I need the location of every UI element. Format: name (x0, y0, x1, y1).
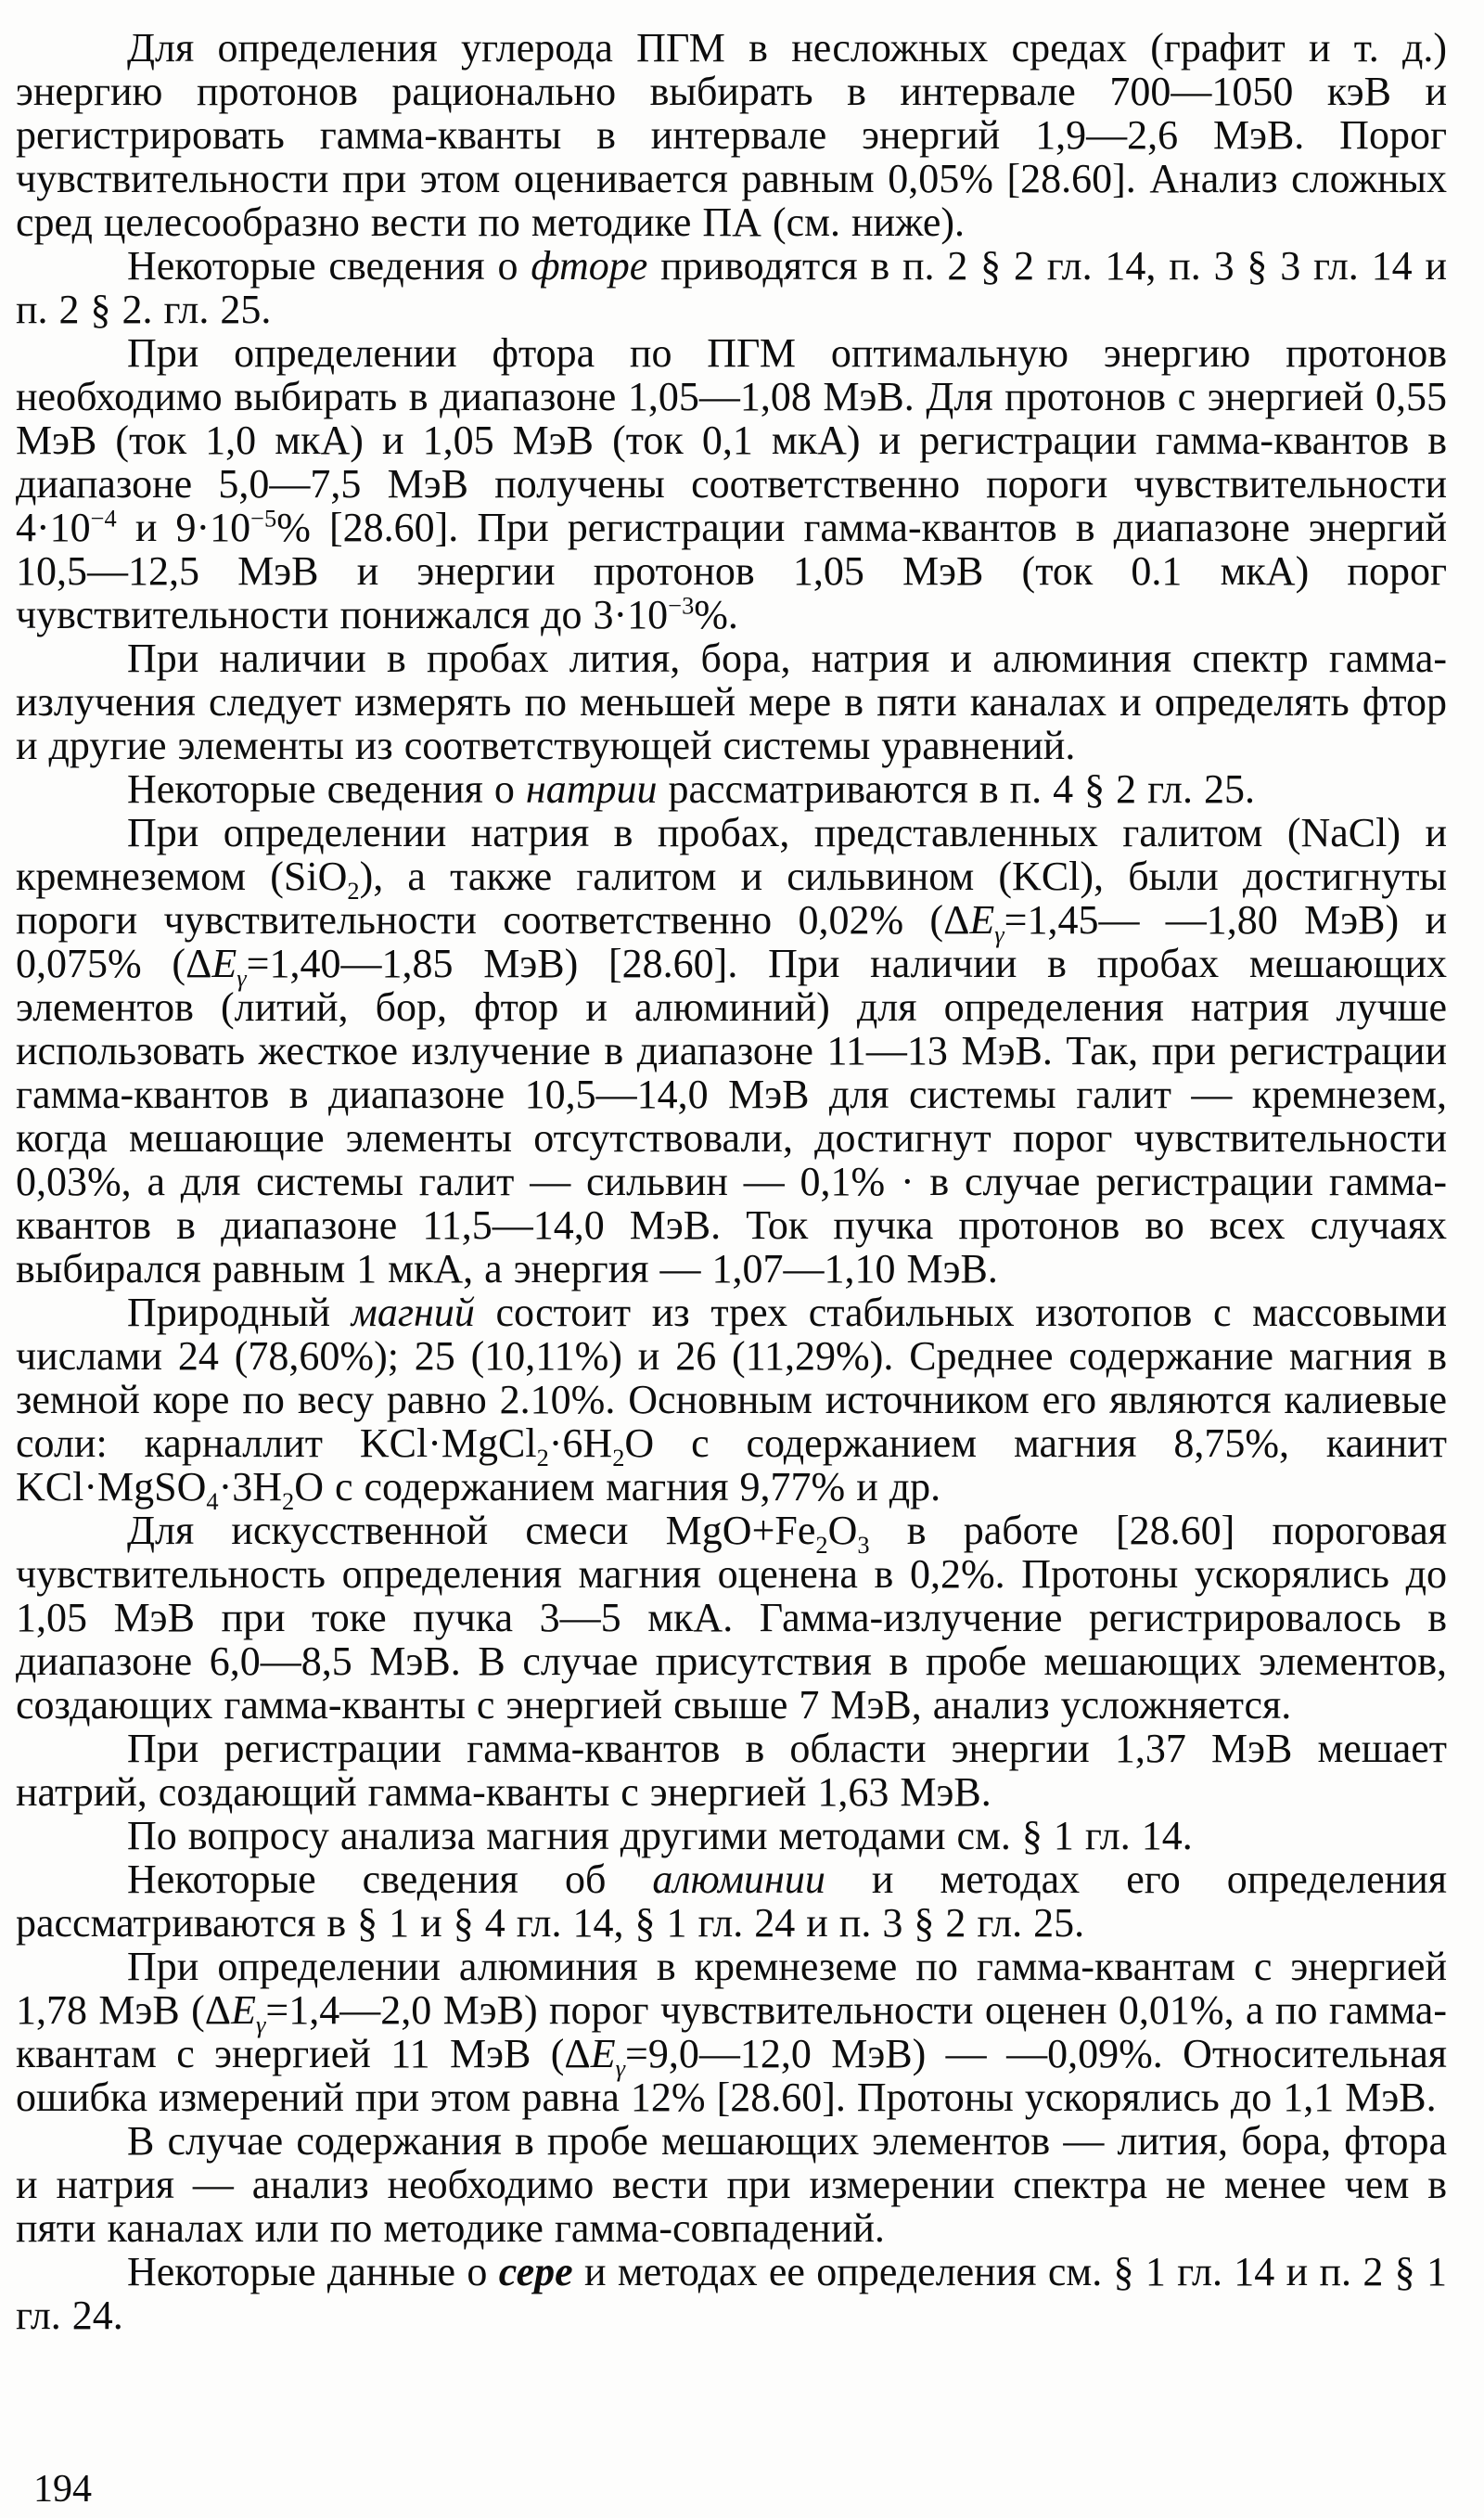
text-run: По вопросу анализа магния другими методами см. § 1 гл. 14. (127, 1813, 1193, 1858)
paragraph (16, 1945, 1447, 2119)
text-run: Некоторые данные о (127, 2249, 499, 2294)
text-run: Некоторые сведения о (127, 766, 526, 812)
paragraph (16, 1290, 1448, 1515)
text-run: −3 (668, 591, 695, 620)
text-run: 2 (815, 1530, 828, 1559)
text-run: При определении натрия в пробах, представленных галитом (NaCl) и кремнеземом (SiO (16, 810, 1447, 899)
paragraph (16, 2119, 1447, 2250)
text-run: E (211, 941, 237, 986)
text-run: 2 (282, 1486, 295, 1515)
text-run: E (231, 1987, 256, 2033)
text-run: γ (237, 963, 247, 992)
paragraph (16, 1509, 1447, 1727)
text-run: и 9·10 (116, 505, 251, 550)
text-run: Природный (127, 1290, 352, 1335)
text-body (16, 26, 1447, 2337)
text-run: Некоторые сведения о (127, 243, 531, 289)
text-run: %. (694, 592, 738, 637)
text-run: алюминии (652, 1856, 825, 1902)
text-run: В случае содержания в пробе мешающих элементов — лития, бора, фтора и натрия — анализ необходимо вести при измерении спектра не менее чем в пяти каналах или по методике гамма-совпадений. (16, 2118, 1447, 2251)
text-run: магний (351, 1290, 475, 1335)
text-run: ·6H (548, 1420, 613, 1466)
paragraph (16, 331, 1447, 636)
text-run: приводятся в п. 2 § 2 гл. 14, п. 3 § 3 гл. 14 и п. 2 § 2. гл. 25. (16, 243, 1447, 332)
paragraph (16, 1727, 1447, 1814)
text-run: в работе [28.60] пороговая чувствительность определения магния оценена в 0,2%. Протоны ускорялись до 1,05 МэВ при токе пучка 3—5 мкА. Гамма-излучение регистрировалось в диапазоне 6,0—8,5 МэВ. В случае присутствия в пробе мешающих элементов, создающих гамма-кванты с энергией свыше 7 МэВ, анализ усложняется. (16, 1508, 1447, 1728)
text-run: 2 (347, 876, 360, 905)
paragraph (16, 767, 1447, 811)
text-run: ), а также галитом и сильвином (KCl), были достигнуты пороги чувствительности соответственно 0,02% (Δ (16, 854, 1447, 943)
text-run: фторе (531, 243, 648, 289)
text-run: E (969, 897, 995, 943)
paragraph (16, 1857, 1447, 1945)
paragraph (16, 2250, 1447, 2337)
text-run: Некоторые сведения об (127, 1856, 653, 1902)
text-run: −4 (90, 504, 117, 533)
text-run: При определении фтора по ПГМ оптимальную энергию протонов необходимо выбирать в диапазоне 1,05—1,08 МэВ. Для протонов с энергией 0,55 МэВ (ток 1,0 мкА) и 1,05 МэВ (ток 0,1 мкА) и регистрации гамма-квантов в диапазоне 5,0—7,5 МэВ получены соответственно пороги чувствительности 4·10 (16, 330, 1447, 550)
text-run: −5 (250, 504, 277, 533)
text-run: При определении алюминия в кремнеземе по гамма-квантам с энергией 1,78 МэВ (Δ (16, 1944, 1447, 2033)
text-run: O с содержанием магния 8,75%, каинит KCl·MgSO (16, 1420, 1448, 1510)
text-run: E (590, 2031, 616, 2076)
text-run: γ (615, 2053, 626, 2082)
text-run: % [28.60]. При регистрации гамма-квантов в диапазоне энергий 10,5—12,5 МэВ и энергии протонов 1,05 МэВ (ток 0.1 мкА) порог чувствительности понижался до 3·10 (16, 505, 1447, 637)
text-run: Для искусственной смеси MgO+Fe (127, 1508, 816, 1553)
text-run: =9,0—12,0 МэВ) — —0,09%. Относительная ошибка измерений при этом равна 12% [28.60]. Протоны ускорялись до 1,1 МэВ. (16, 2031, 1447, 2120)
text-run: натрии (525, 766, 658, 812)
text-run: рассматриваются в п. 4 § 2 гл. 25. (657, 766, 1255, 812)
text-run: =1,4—2,0 МэВ) порог чувствительности оценен 0,01%, а по гамма-квантам с энергией 11 МэВ (Δ (16, 1987, 1447, 2076)
text-run: При регистрации гамма-квантов в области энергии 1,37 МэВ мешает натрий, создающий гамма-кванты с энергией 1,63 МэВ. (16, 1726, 1447, 1815)
text-run: и методах его определения рассматриваются в § 1 и § 4 гл. 14, § 1 гл. 24 и п. 3 § 2 гл. 25. (16, 1856, 1447, 1946)
paragraph (16, 811, 1447, 1291)
text-run: γ (994, 919, 1004, 948)
text-run: O (827, 1508, 858, 1553)
text-run: 2 (612, 1443, 625, 1471)
text-run: =1,45— —1,80 МэВ) и 0,075% (Δ (16, 897, 1447, 986)
text-run: γ (255, 2010, 266, 2038)
text-run: состоит из трех стабильных изотопов с массовыми числами 24 (78,60%); 25 (10,11%) и 26 (11,29%). Среднее содержание магния в земной коре по весу равно 2.10%. Основным источником его являются калиевые соли: карналлит KCl·MgCl (16, 1290, 1447, 1466)
text-run: 3 (857, 1530, 870, 1559)
text-run: При наличии в пробах лития, бора, натрия и алюминия спектр гамма-излучения следует измерять по меньшей мере в пяти каналах и определять фтор и другие элементы из соответствующей системы уравнений. (16, 636, 1447, 768)
text-run: сере (498, 2249, 573, 2294)
paragraph (16, 1814, 1447, 1857)
text-run: и методах ее определения см. § 1 гл. 14 и п. 2 § 1 гл. 24. (16, 2249, 1447, 2338)
paragraph (16, 244, 1447, 331)
text-run: 2 (536, 1443, 549, 1471)
text-run: ·3H (218, 1464, 283, 1510)
text-run: =1,40—1,85 МэВ) [28.60]. При наличии в пробах мешающих элементов (литий, бор, фтор и алюминий) для определения натрия лучше использовать жесткое излучение в диапазоне 11—13 МэВ. Так, при регистрации гамма-квантов в диапазоне 10,5—14,0 МэВ для системы галит — кремнезем, когда мешающие элементы отсутствовали, достигнут порог чувствительности 0,03%, а для системы галит — сильвин — 0,1% · в случае регистрации гамма-квантов в диапазоне 11,5—14,0 МэВ. Ток пучка протонов во всех случаях выбирался равным 1 мкА, а энергия — 1,07—1,10 МэВ. (16, 941, 1447, 1291)
paragraph (16, 636, 1447, 767)
page-number: 194 (33, 2468, 92, 2511)
paragraph (16, 26, 1447, 244)
text-run: Для определения углерода ПГМ в несложных средах (графит и т. д.) энергию протонов рационально выбирать в интервале 700—1050 кэВ и регистрировать гамма-кванты в интервале энергий 1,9—2,6 МэВ. Порог чувствительности при этом оценивается равным 0,05% [28.60]. Анализ сложных сред целесообразно вести по методике ПА (см. ниже). (16, 25, 1447, 245)
text-run: O с содержанием магния 9,77% и др. (294, 1464, 941, 1510)
text-run: 4 (206, 1486, 219, 1515)
